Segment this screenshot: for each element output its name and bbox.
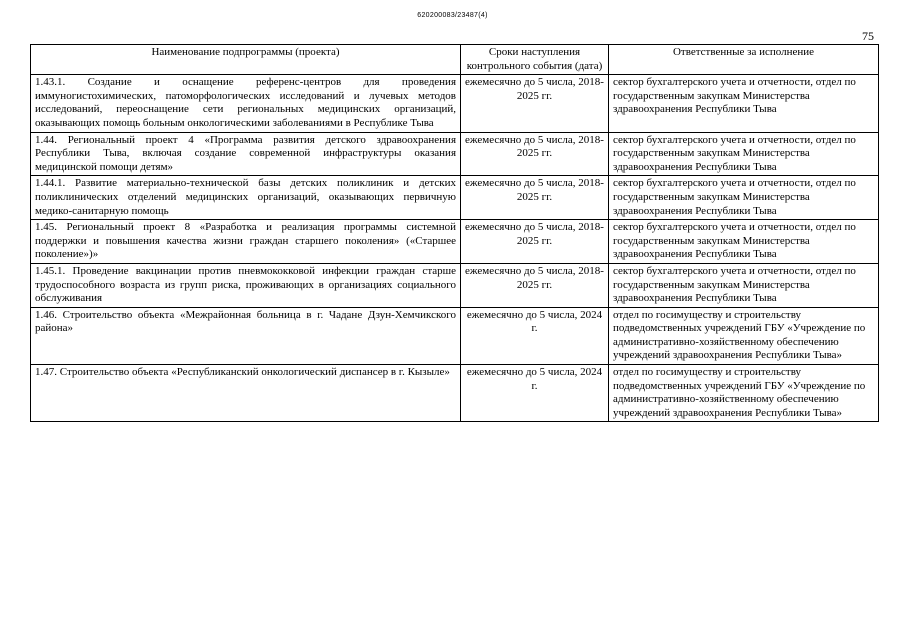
row-responsible-cell: сектор бухгалтерского учета и отчетности, отдел по государственным закупкам Министерства здравоохранения Республики Тыва	[609, 176, 879, 220]
table-row	[31, 220, 879, 264]
column-header-date: Сроки наступления контрольного события (дата)	[461, 45, 609, 75]
row-name-cell: 1.44.1. Развитие материально-технической базы детских поликлиник и детских поликлинических отделений медицинских организаций, оказывающих первичную медико-санитарную помощь	[31, 176, 461, 220]
row-responsible-cell: отдел по госимуществу и строительству подведомственных учреждений ГБУ «Учреждение по административно-хозяйственному обеспечению учреждений здравоохранения Республики Тыва»	[609, 365, 879, 422]
row-date-cell: ежемесячно до 5 числа, 2018-2025 гг.	[461, 132, 609, 176]
row-responsible-cell: сектор бухгалтерского учета и отчетности, отдел по государственным закупкам Министерства здравоохранения Республики Тыва	[609, 132, 879, 176]
page-number: 75	[862, 29, 874, 43]
header-row	[31, 45, 879, 75]
row-date-cell: ежемесячно до 5 числа, 2018-2025 гг.	[461, 263, 609, 307]
table-row	[31, 263, 879, 307]
column-header-name: Наименование подпрограммы (проекта)	[31, 45, 461, 75]
subprogram-table	[30, 44, 879, 422]
row-date-cell: ежемесячно до 5 числа, 2018-2025 гг.	[461, 75, 609, 132]
table-header	[31, 45, 879, 75]
table-row	[31, 176, 879, 220]
row-name-cell: 1.47. Строительство объекта «Республиканский онкологический диспансер в г. Кызыле»	[31, 365, 461, 422]
row-name-cell: 1.44. Региональный проект 4 «Программа развития детского здравоохранения Республики Тыва, включая создание современной инфраструктуры оказания медицинской помощи детям»	[31, 132, 461, 176]
table-row	[31, 365, 879, 422]
column-header-responsible: Ответственные за исполнение	[609, 45, 879, 75]
row-date-cell: ежемесячно до 5 числа, 2018-2025 гг.	[461, 220, 609, 264]
row-responsible-cell: сектор бухгалтерского учета и отчетности, отдел по государственным закупкам Министерства здравоохранения Республики Тыва	[609, 75, 879, 132]
table-row	[31, 75, 879, 132]
row-date-cell: ежемесячно до 5 числа, 2024 г.	[461, 365, 609, 422]
row-date-cell: ежемесячно до 5 числа, 2024 г.	[461, 307, 609, 364]
row-date-cell: ежемесячно до 5 числа, 2018-2025 гг.	[461, 176, 609, 220]
row-responsible-cell: отдел по госимуществу и строительству подведомственных учреждений ГБУ «Учреждение по административно-хозяйственному обеспечению учреждений здравоохранения Республики Тыва»	[609, 307, 879, 364]
table-body	[31, 75, 879, 422]
table-row	[31, 132, 879, 176]
row-responsible-cell: сектор бухгалтерского учета и отчетности, отдел по государственным закупкам Министерства здравоохранения Республики Тыва	[609, 263, 879, 307]
row-name-cell: 1.43.1. Создание и оснащение референс-центров для проведения иммуногистохимических, патоморфологических исследований и лучевых методов исследований, переоснащение сети региональных медицинских организаций, оказывающих помощь больным онкологическими заболеваниями в Республике Тыва	[31, 75, 461, 132]
row-responsible-cell: сектор бухгалтерского учета и отчетности, отдел по государственным закупкам Министерства здравоохранения Республики Тыва	[609, 220, 879, 264]
row-name-cell: 1.46. Строительство объекта «Межрайонная больница в г. Чадане Дзун-Хемчикского района»	[31, 307, 461, 364]
row-name-cell: 1.45.1. Проведение вакцинации против пневмококковой инфекции граждан старше трудоспособного возраста из групп риска, проживающих в организациях социального обслуживания	[31, 263, 461, 307]
table-row	[31, 307, 879, 364]
document-code: 620200083/23487(4)	[417, 12, 488, 19]
row-name-cell: 1.45. Региональный проект 8 «Разработка и реализация программы системной поддержки и повышения качества жизни граждан старшего поколения» («Старшее поколение»)»	[31, 220, 461, 264]
